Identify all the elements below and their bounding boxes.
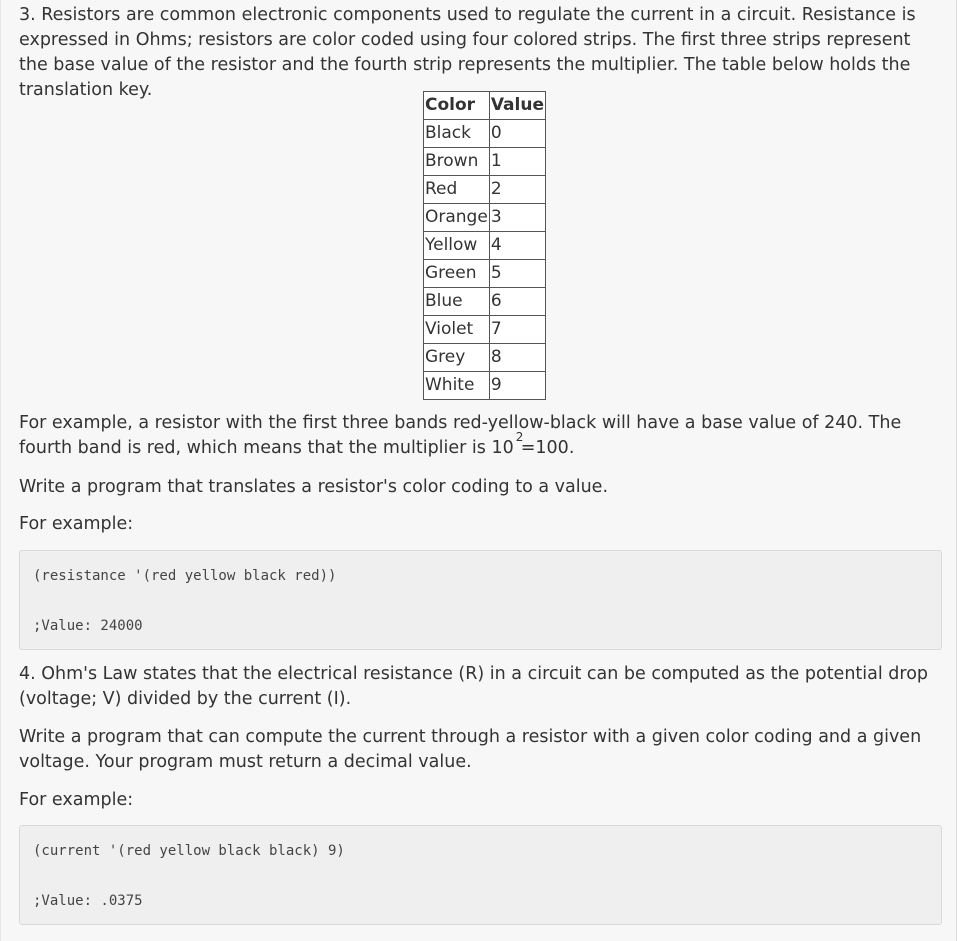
code-input-line: (resistance '(red yellow black red))	[33, 568, 337, 584]
color-cell: Blue	[424, 288, 490, 316]
problem-4-for-example: For example:	[19, 790, 134, 810]
problem-3-code-block	[19, 550, 942, 650]
table-row	[424, 316, 546, 344]
table-header-row	[424, 92, 546, 120]
color-cell: Orange	[424, 204, 490, 232]
multiplier-exponent: 2	[515, 430, 524, 444]
color-cell: Black	[424, 120, 490, 148]
example-text-part-a: For example, a resistor with the first three bands red-yellow-black will have a base value of 240. The fourth band is red, which means that the multiplier is 10	[19, 413, 902, 458]
problem-3-task: Write a program that translates a resistor's color coding to a value.	[19, 477, 609, 497]
code-input-line: (current '(red yellow black black) 9)	[33, 843, 345, 859]
table-row	[424, 204, 546, 232]
table-row	[424, 372, 546, 400]
color-cell: Green	[424, 260, 490, 288]
value-cell: 3	[489, 204, 545, 232]
value-cell: 0	[489, 120, 545, 148]
color-cell: Red	[424, 176, 490, 204]
problem-4-code-block	[19, 825, 942, 925]
color-cell: Yellow	[424, 232, 490, 260]
exponent-wrap	[514, 430, 524, 461]
value-cell: 9	[489, 372, 545, 400]
value-cell: 6	[489, 288, 545, 316]
problem-4-task: Write a program that can compute the current through a resistor with a given color coding and a given voltage. Your program must return a decimal value.	[19, 727, 922, 772]
color-cell: Violet	[424, 316, 490, 344]
value-cell: 7	[489, 316, 545, 344]
value-cell: 8	[489, 344, 545, 372]
table-row	[424, 120, 546, 148]
problem-4-intro: 4. Ohm's Law states that the electrical resistance (R) in a circuit can be computed as the potential drop (voltage; V) divided by the current (I).	[19, 664, 929, 709]
problem-3-for-example: For example:	[19, 514, 134, 534]
example-text-part-b: =100.	[520, 438, 575, 458]
color-cell: Grey	[424, 344, 490, 372]
value-cell: 5	[489, 260, 545, 288]
table-row	[424, 260, 546, 288]
table-row	[424, 148, 546, 176]
color-cell: White	[424, 372, 490, 400]
color-column-header: Color	[424, 92, 490, 120]
table-row	[424, 344, 546, 372]
table-row	[424, 288, 546, 316]
table-row	[424, 176, 546, 204]
value-cell: 1	[489, 148, 545, 176]
value-cell: 4	[489, 232, 545, 260]
color-key-table	[423, 91, 546, 400]
problem-3-intro: 3. Resistors are common electronic components used to regulate the current in a circuit. Resistance is expressed in Ohms; resistors are color coded using four colored strips. The first three strips represent the base value of the resistor and the fourth strip represents the multiplier. The table below holds the translation key.	[19, 5, 916, 100]
value-column-header: Value	[489, 92, 545, 120]
value-cell: 2	[489, 176, 545, 204]
code-output-line: ;Value: .0375	[33, 893, 143, 909]
code-output-line: ;Value: 24000	[33, 618, 143, 634]
color-cell: Brown	[424, 148, 490, 176]
problem-3-example-explanation	[19, 411, 940, 461]
table-row	[424, 232, 546, 260]
